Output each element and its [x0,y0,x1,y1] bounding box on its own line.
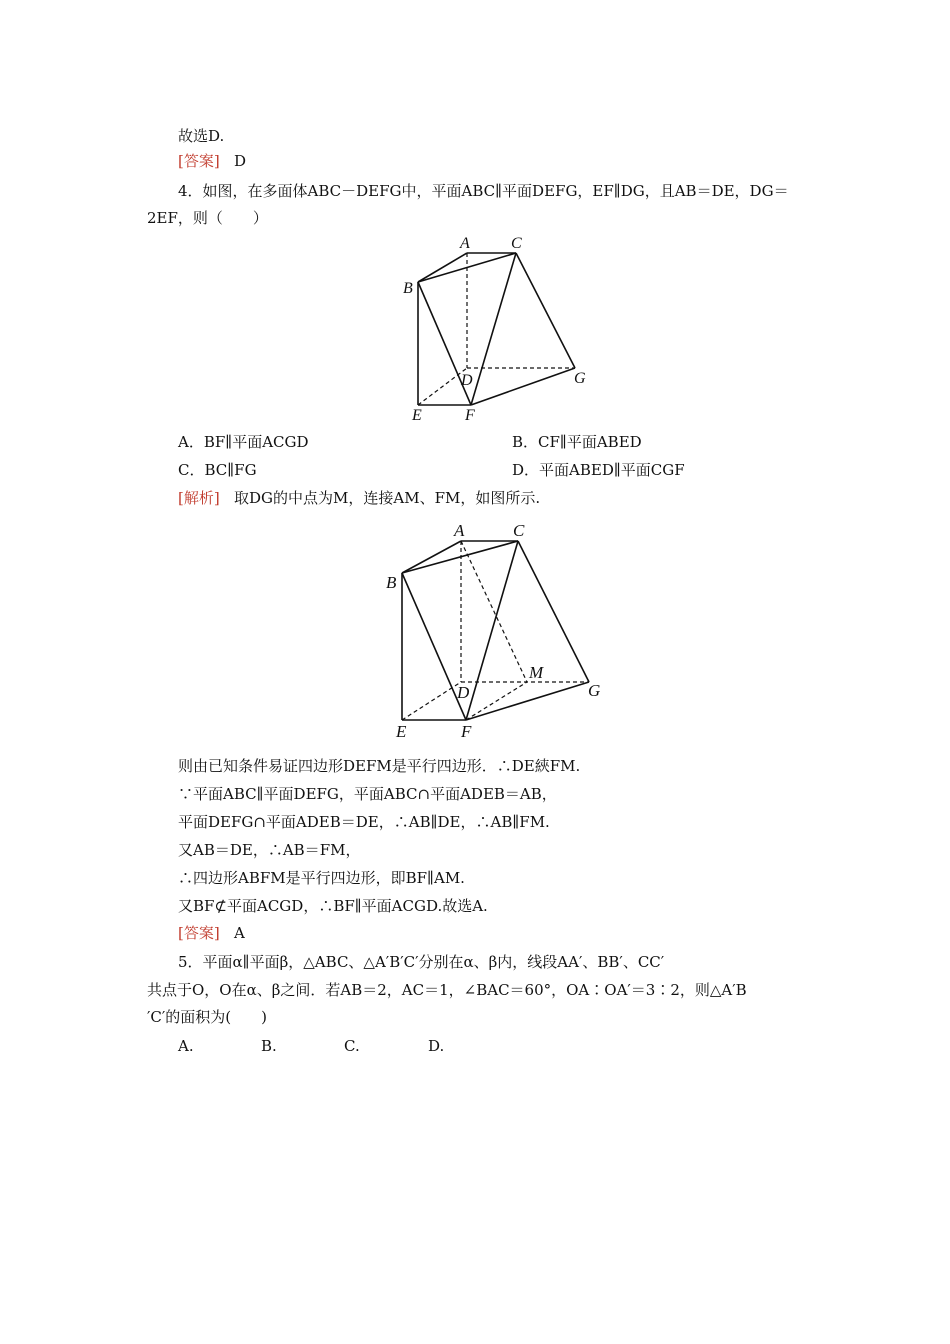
question-4-line1: 4．如图，在多面体ABC－DEFG中，平面ABC∥平面DEFG，EF∥DG，且AB＝DE，DG＝ [178,182,789,200]
vertex-label-d: D [457,683,470,702]
answer-line-2 [178,923,245,943]
proof-line-1: 则由已知条件易证四边形DEFM是平行四边形．∴DE綊FM. [178,757,581,775]
vertex-label-g: G [574,370,586,387]
answer-tag-2: [答案] [178,924,220,942]
vertex-label-a: A [460,235,470,252]
answer-value-2: A [234,924,245,942]
vertex-label-b: B [403,280,413,297]
q5-option-c: C. [344,1037,360,1055]
polyhedron-figure-2 [380,515,610,745]
answer-tag: [答案] [178,152,220,170]
proof-line-4: 又AB＝DE，∴AB＝FM， [178,841,361,859]
q5-option-d: D. [428,1037,445,1055]
option-c: C．BC∥FG [178,461,257,479]
option-b: B．CF∥平面ABED [512,433,642,451]
analysis-tag: [解析] [178,489,220,507]
q5-option-a: A. [178,1037,194,1055]
vertex-label-d: D [461,372,473,389]
proof-line-2: ∵平面ABC∥平面DEFG，平面ABC∩平面ADEB＝AB， [178,785,557,803]
vertex-label-f: F [461,722,472,741]
vertex-label-m: M [529,663,544,682]
analysis-text: 取DG的中点为M，连接AM、FM，如图所示. [234,489,541,507]
vertex-label-g: G [588,681,601,700]
polyhedron-figure-1 [395,230,595,425]
question-5-line3: ′C′的面积为( ) [147,1008,267,1026]
question-4-line2: 2EF，则（ ） [147,209,268,227]
vertex-label-c: C [511,235,522,252]
vertex-label-a: A [454,521,465,540]
answer-value: D [234,152,247,170]
option-d: D．平面ABED∥平面CGF [512,461,685,479]
option-a: A．BF∥平面ACGD [178,433,309,451]
vertex-label-e: E [396,722,407,741]
question-5-line2: 共点于O，O在α、β之间．若AB＝2，AC＝1，∠BAC＝60°，OA∶OA′＝3∶2，则△A′B [147,981,747,999]
vertex-label-e: E [412,407,422,424]
text-line: 故选D. [178,127,225,145]
question-5-line1: 5．平面α∥平面β，△ABC、△A′B′C′分别在α、β内，线段AA′、BB′、CC′ [178,953,665,971]
proof-line-5: ∴四边形ABFM是平行四边形，即BF∥AM. [178,869,465,887]
proof-line-6: 又BF⊄平面ACGD，∴BF∥平面ACGD.故选A. [178,897,488,915]
vertex-label-c: C [513,521,525,540]
vertex-label-f: F [465,407,475,424]
proof-line-3: 平面DEFG∩平面ADEB＝DE，∴AB∥DE，∴AB∥FM. [178,813,550,831]
vertex-label-b: B [386,573,397,592]
answer-line [178,151,246,171]
q5-option-b: B. [261,1037,277,1055]
analysis-line [178,488,540,508]
